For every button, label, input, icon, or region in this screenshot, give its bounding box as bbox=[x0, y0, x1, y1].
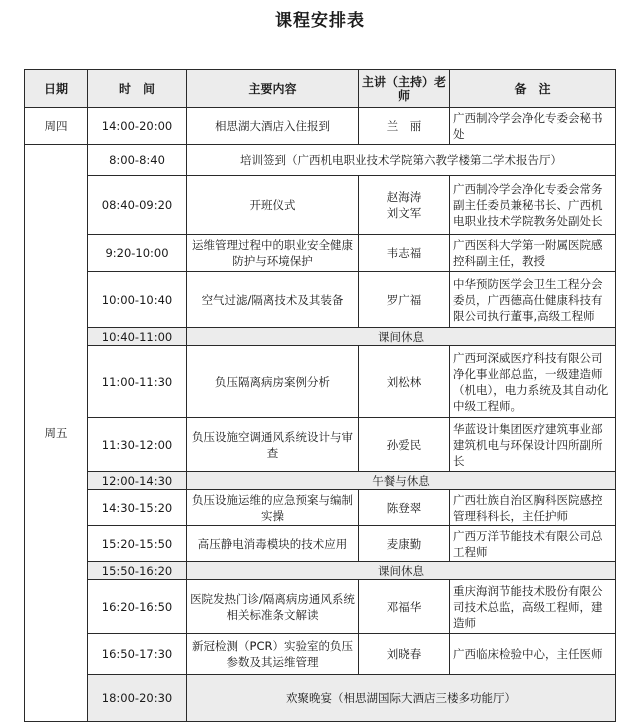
note-cell: 广西临床检验中心，主任医师 bbox=[450, 634, 616, 675]
time-cell: 12:00-14:30 bbox=[88, 472, 187, 490]
span-cell: 课间休息 bbox=[187, 328, 616, 346]
header-date: 日期 bbox=[25, 70, 88, 108]
time-cell: 16:50-17:30 bbox=[88, 634, 187, 675]
note-cell: 广西制冷学会净化专委会常务副主任委员兼秘书长、广西机电职业技术学院教务处副处长 bbox=[450, 176, 616, 235]
span-cell: 课间休息 bbox=[187, 562, 616, 580]
span-cell: 培训签到（广西机电职业技术学院第六教学楼第二学术报告厅） bbox=[187, 145, 616, 176]
time-cell: 11:00-11:30 bbox=[88, 346, 187, 418]
table-row bbox=[25, 634, 616, 675]
page-title: 课程安排表 bbox=[275, 11, 365, 31]
speaker-cell: 陈登翠 bbox=[359, 490, 450, 526]
speaker-cell: 兰 丽 bbox=[359, 108, 450, 145]
table-row bbox=[25, 675, 616, 722]
table-row bbox=[25, 526, 616, 562]
speaker-cell: 韦志福 bbox=[359, 235, 450, 272]
header-speaker: 主讲（主持）老师 bbox=[359, 70, 450, 108]
note-cell: 广西珂深威医疗科技有限公司净化事业部总监，一级建造师（机电），电力系统及其自动化中级工程师。 bbox=[450, 346, 616, 418]
speaker-cell: 邓福华 bbox=[359, 580, 450, 634]
table-row bbox=[25, 562, 616, 580]
note-cell: 广西医科大学第一附属医院感控科副主任，教授 bbox=[450, 235, 616, 272]
span-cell: 午餐与休息 bbox=[187, 472, 616, 490]
speaker-cell: 孙爱民 bbox=[359, 418, 450, 472]
table-row bbox=[25, 346, 616, 418]
time-cell: 14:00-20:00 bbox=[88, 108, 187, 145]
time-cell: 10:40-11:00 bbox=[88, 328, 187, 346]
note-cell: 华蓝设计集团医疗建筑事业部建筑机电与环保设计四所副所长 bbox=[450, 418, 616, 472]
content-cell: 负压设施空调通风系统设计与审查 bbox=[187, 418, 359, 472]
content-cell: 空气过滤/隔离技术及其装备 bbox=[187, 272, 359, 328]
note-cell: 重庆海润节能技术股份有限公司技术总监，高级工程师，建造师 bbox=[450, 580, 616, 634]
time-cell: 16:20-16:50 bbox=[88, 580, 187, 634]
time-cell: 08:40-09:20 bbox=[88, 176, 187, 235]
span-cell: 欢聚晚宴（相思湖国际大酒店三楼多功能厅） bbox=[187, 675, 616, 722]
speaker-cell: 赵海涛 刘文军 bbox=[359, 176, 450, 235]
time-cell: 15:50-16:20 bbox=[88, 562, 187, 580]
speaker-cell: 罗广福 bbox=[359, 272, 450, 328]
schedule-table bbox=[24, 69, 616, 722]
table-row bbox=[25, 235, 616, 272]
time-cell: 15:20-15:50 bbox=[88, 526, 187, 562]
table-row bbox=[25, 490, 616, 526]
table-row bbox=[25, 145, 616, 176]
note-cell: 中华预防医学会卫生工程分会委员，广西德高仕健康科技有限公司执行董事,高级工程师 bbox=[450, 272, 616, 328]
time-cell: 11:30-12:00 bbox=[88, 418, 187, 472]
content-cell: 负压设施运维的应急预案与编制实操 bbox=[187, 490, 359, 526]
note-cell: 广西壮族自治区胸科医院感控管理科科长，主任护师 bbox=[450, 490, 616, 526]
time-cell: 10:00-10:40 bbox=[88, 272, 187, 328]
header-content: 主要内容 bbox=[187, 70, 359, 108]
content-cell: 开班仪式 bbox=[187, 176, 359, 235]
time-cell: 9:20-10:00 bbox=[88, 235, 187, 272]
day-cell-thursday: 周四 bbox=[25, 108, 88, 145]
table-row bbox=[25, 580, 616, 634]
table-row bbox=[25, 328, 616, 346]
time-cell: 14:30-15:20 bbox=[88, 490, 187, 526]
table-row bbox=[25, 108, 616, 145]
content-cell: 新冠检测（PCR）实验室的负压参数及其运维管理 bbox=[187, 634, 359, 675]
table-row bbox=[25, 176, 616, 235]
note-cell: 广西制冷学会净化专委会秘书处 bbox=[450, 108, 616, 145]
day-cell-friday: 周五 bbox=[25, 145, 88, 722]
table-header-row bbox=[25, 70, 616, 108]
content-cell: 医院发热门诊/隔离病房通风系统相关标准条文解读 bbox=[187, 580, 359, 634]
time-cell: 8:00-8:40 bbox=[88, 145, 187, 176]
table-row bbox=[25, 272, 616, 328]
speaker-cell: 麦康勤 bbox=[359, 526, 450, 562]
content-cell: 负压隔离病房案例分析 bbox=[187, 346, 359, 418]
content-cell: 相思湖大酒店入住报到 bbox=[187, 108, 359, 145]
table-row bbox=[25, 472, 616, 490]
speaker-cell: 刘晓春 bbox=[359, 634, 450, 675]
content-cell: 高压静电消毒模块的技术应用 bbox=[187, 526, 359, 562]
header-time: 时 间 bbox=[88, 70, 187, 108]
speaker-cell: 刘松林 bbox=[359, 346, 450, 418]
content-cell: 运维管理过程中的职业安全健康防护与环境保护 bbox=[187, 235, 359, 272]
header-note: 备 注 bbox=[450, 70, 616, 108]
time-cell: 18:00-20:30 bbox=[88, 675, 187, 722]
table-row bbox=[25, 418, 616, 472]
note-cell: 广西万洋节能技术有限公司总工程师 bbox=[450, 526, 616, 562]
